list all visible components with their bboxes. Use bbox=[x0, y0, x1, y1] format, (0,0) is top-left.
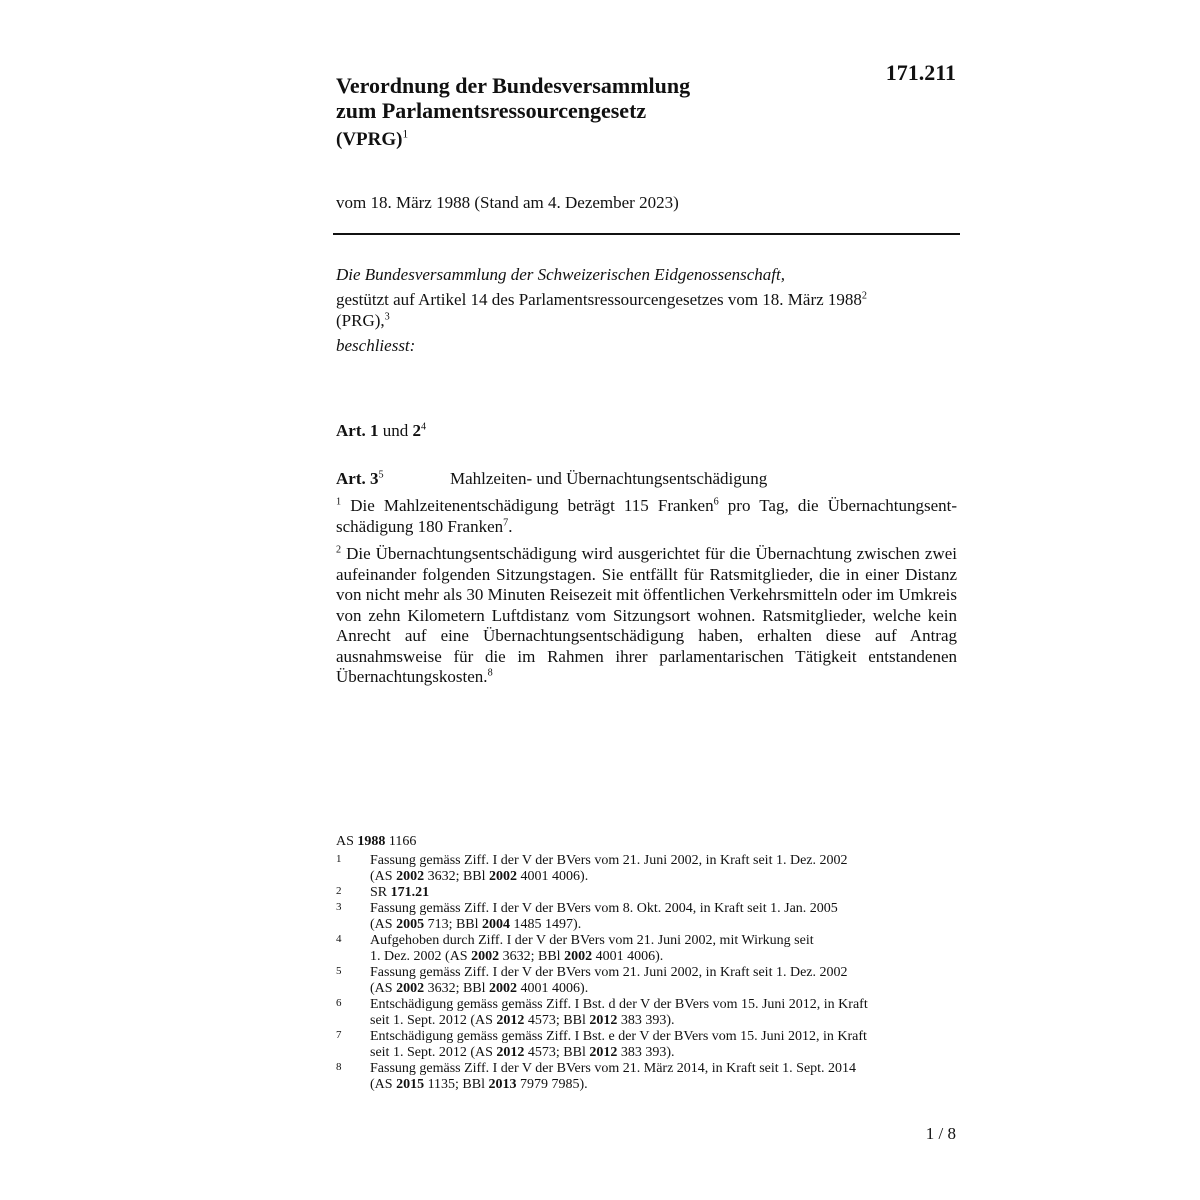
title-line-2: zum Parlamentsressourcengesetz bbox=[336, 98, 647, 123]
art-number-2: 2 bbox=[412, 421, 421, 440]
header-rule bbox=[333, 233, 960, 235]
footnote-text: SR 171.21 bbox=[370, 885, 430, 900]
article-3-heading bbox=[336, 469, 957, 489]
article-3-paragraph-1 bbox=[336, 496, 957, 537]
preamble-basis bbox=[336, 289, 960, 331]
footnote-6 bbox=[336, 997, 958, 1029]
article-3-paragraph-2 bbox=[336, 544, 957, 688]
footnote-number: 3 bbox=[336, 901, 342, 913]
article-1-2 bbox=[336, 421, 426, 441]
preamble-decides: beschliesst: bbox=[336, 336, 416, 355]
basis-cont-text: (PRG), bbox=[336, 311, 385, 330]
abbr-text: (VPRG) bbox=[336, 129, 403, 150]
as-year: 1988 bbox=[357, 834, 386, 849]
footnote-number: 6 bbox=[336, 997, 342, 1009]
footnote-5 bbox=[336, 965, 958, 997]
footnote-7 bbox=[336, 1029, 958, 1061]
footnote-3 bbox=[336, 901, 958, 933]
art-prefix: Art. bbox=[336, 421, 366, 440]
footnote-text: Aufgehoben durch Ziff. I der V der BVers vom 21. Juni 2002, mit Wirkung seit 1. Dez. 2002 (AS 2002 3632; BBl 2002 4001 4006). bbox=[370, 933, 814, 964]
preamble-intro: Die Bundesversammlung der Schweizerischen Eidgenossenschaft, bbox=[336, 265, 785, 284]
document-title bbox=[336, 73, 856, 152]
footnote-text: Fassung gemäss Ziff. I der V der BVers vom 21. Juni 2002, in Kraft seit 1. Dez. 2002 (AS 2002 3632; BBl 2002 4001 4006). bbox=[370, 965, 848, 996]
date-line: vom 18. März 1988 (Stand am 4. Dezember 2023) bbox=[336, 193, 679, 212]
footnote-text: Fassung gemäss Ziff. I der V der BVers vom 21. März 2014, in Kraft seit 1. Sept. 2014 (AS 2015 1135; BBl 2013 7979 7985). bbox=[370, 1061, 857, 1092]
footnote-text: Entschädigung gemäss gemäss Ziff. I Bst. d der V der BVers vom 15. Juni 2012, in Kraft seit 1. Sept. 2012 (AS 2012 4573; BBl 2012 383 393). bbox=[370, 997, 868, 1028]
footnote-ref-6[interactable]: 6 bbox=[713, 496, 719, 508]
footnote-ref-3[interactable]: 3 bbox=[384, 311, 390, 323]
footnote-ref-5[interactable]: 5 bbox=[378, 469, 384, 481]
sr-number: 171.211 bbox=[885, 60, 956, 85]
footnote-2 bbox=[336, 885, 958, 901]
art-number-1: 1 bbox=[369, 421, 379, 440]
basis-text: gestützt auf Artikel 14 des Parlamentsressourcengesetzes vom 18. März 1988 bbox=[336, 290, 862, 309]
footnote-ref-4[interactable]: 4 bbox=[420, 421, 427, 433]
as-reference bbox=[336, 834, 958, 850]
title-abbreviation bbox=[336, 127, 856, 152]
p2-text: Die Übernachtungsentschädigung wird ausgerichtet für die Übernachtung zwischen zwei aufeinander folgenden Sitzungstagen. Sie entfällt für Ratsmitglieder, die in einer Distanz von nicht mehr als 30 Minuten Reisezeit mit öffentlichen Verkehrsmitteln oder im Umkreis von zehn Kilometern Luftdistanz vom Sitzungsort wohnen. Ratsmitglieder, welche kein Anrecht auf eine Übernachtungsentschädigung haben, erhalten diese auf Antrag ausnahmsweise für die im Rahmen ihrer parlamentarischen Tätigkeit entstandenen Übernachtungskosten. bbox=[336, 544, 957, 686]
footnote-8 bbox=[336, 1061, 958, 1093]
footnote-number: 8 bbox=[336, 1061, 342, 1073]
footnote-text: Entschädigung gemäss gemäss Ziff. I Bst. e der V der BVers vom 15. Juni 2012, in Kraft seit 1. Sept. 2012 (AS 2012 4573; BBl 2012 383 393). bbox=[370, 1029, 867, 1060]
title-line-1: Verordnung der Bundesversammlung bbox=[336, 73, 691, 98]
paragraph-number-2: 2 bbox=[336, 544, 342, 556]
footnote-number: 7 bbox=[336, 1029, 342, 1041]
preamble bbox=[336, 264, 960, 360]
footnote-ref-1[interactable]: 1 bbox=[402, 128, 409, 141]
art3-label-text: Art. 3 bbox=[336, 469, 379, 488]
footnote-number: 4 bbox=[336, 933, 342, 945]
footnotes-section bbox=[336, 834, 958, 1093]
footnote-text: Fassung gemäss Ziff. I der V der BVers vom 8. Okt. 2004, in Kraft seit 1. Jan. 2005 (AS 2005 713; BBl 2004 1485 1497). bbox=[370, 901, 838, 932]
page-number: 1 / 8 bbox=[925, 1124, 956, 1143]
footnote-ref-8[interactable]: 8 bbox=[487, 667, 493, 679]
article-3 bbox=[336, 469, 957, 695]
footnote-number: 1 bbox=[336, 853, 342, 865]
p1-text-c: . bbox=[508, 516, 513, 536]
footnote-ref-2[interactable]: 2 bbox=[861, 290, 868, 302]
article-3-label bbox=[336, 469, 450, 489]
p1-text-a: Die Mahlzeitenentschädigung beträgt 115 Franken bbox=[350, 496, 714, 515]
footnote-number: 2 bbox=[336, 885, 342, 897]
as-page: 1166 bbox=[388, 834, 417, 849]
footnote-1 bbox=[336, 853, 958, 885]
art-und: und bbox=[382, 421, 409, 440]
footnote-text: Fassung gemäss Ziff. I der V der BVers vom 21. Juni 2002, in Kraft seit 1. Dez. 2002 (AS 2002 3632; BBl 2002 4001 4006). bbox=[370, 853, 848, 884]
footnote-number: 5 bbox=[336, 965, 342, 977]
footnote-list bbox=[336, 853, 958, 1093]
p1-text-b: pro Tag, die Übernachtungsentschädigung 180 Franken bbox=[336, 496, 958, 536]
as-label: AS bbox=[336, 834, 354, 849]
paragraph-number-1: 1 bbox=[336, 496, 342, 508]
article-3-title: Mahlzeiten- und Übernachtungsentschädigung bbox=[450, 469, 768, 488]
footnote-4 bbox=[336, 933, 958, 965]
footnote-ref-7[interactable]: 7 bbox=[503, 516, 509, 528]
